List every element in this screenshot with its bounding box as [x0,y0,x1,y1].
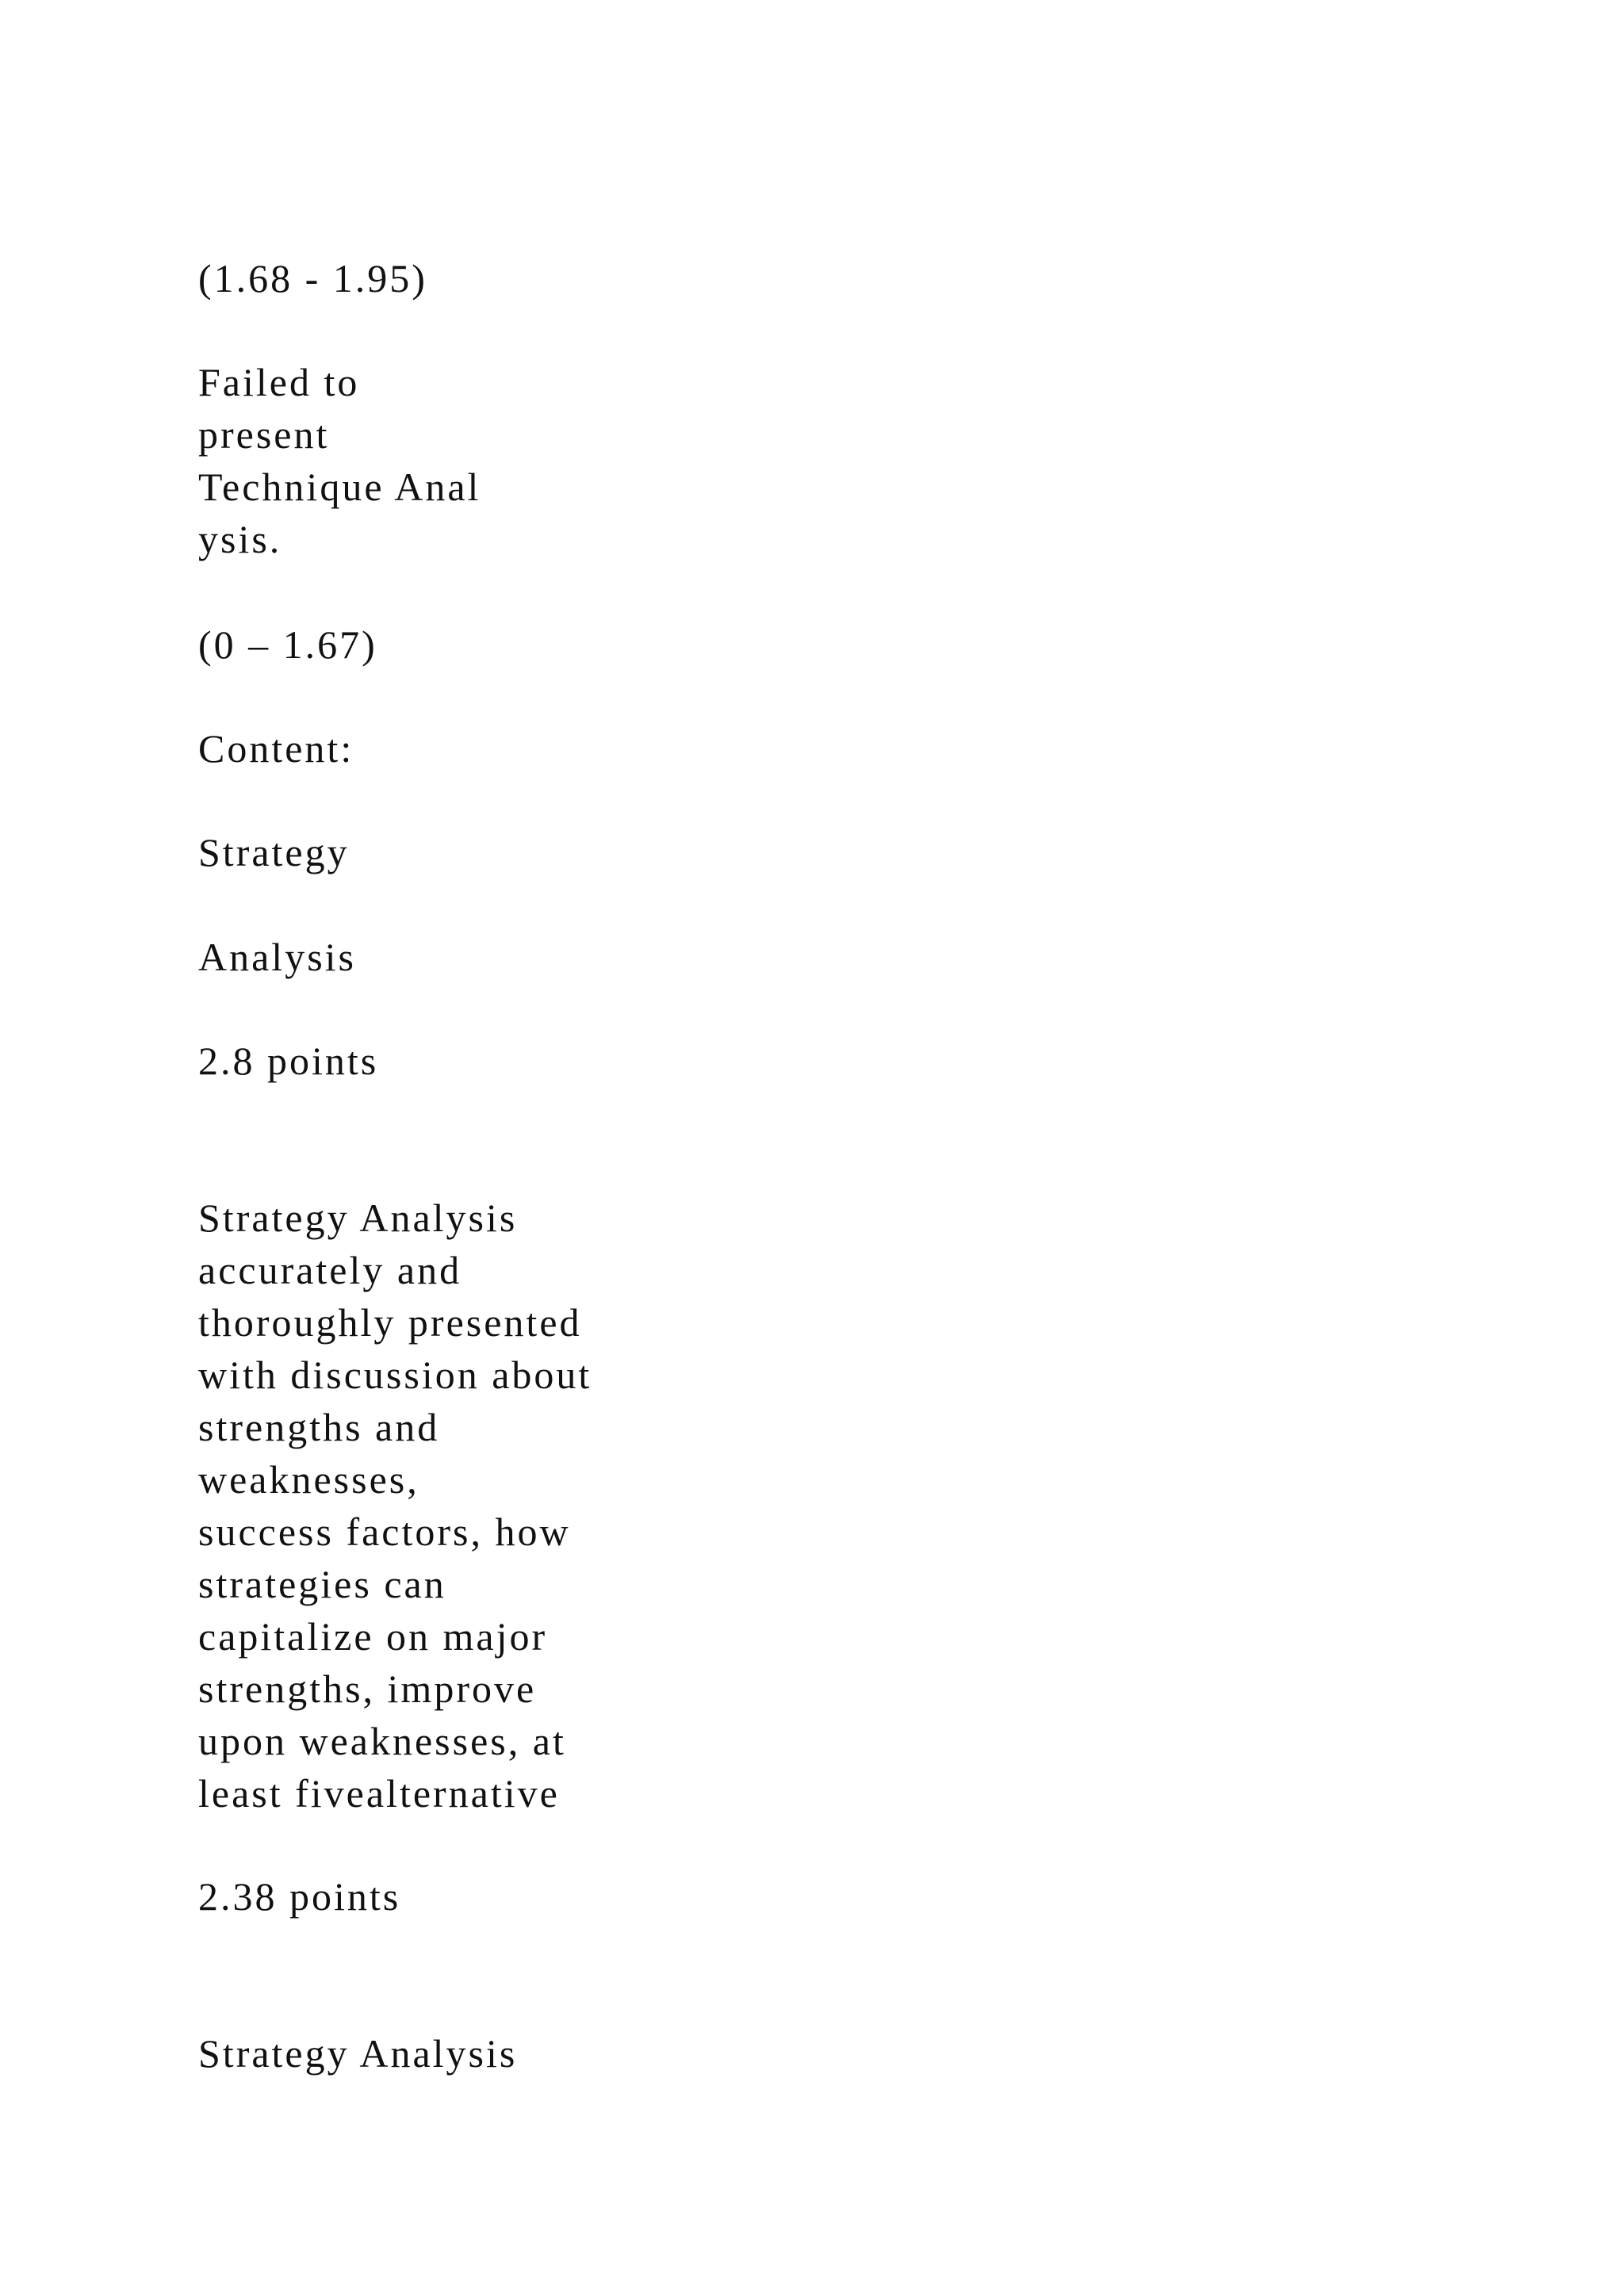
strategy-analysis-description: Strategy Analysis accurately and thoroughly presented with discussion about strengths and weaknesses, success factors, how strategies can capitalize on major strengths, improve upon weaknesses, at least fivealternative [198,1196,592,1816]
criterion-title-line-2: Analysis [198,935,356,979]
strategy-analysis-description-2: Strategy Analysis [198,2031,518,2076]
content-label: Content: [198,726,354,771]
points-value-2: 2.38 points [198,1874,401,1919]
score-range-2: (0 – 1.67) [198,622,377,667]
failed-technique-analysis-text: Failed to present Technique Anal ysis. [198,360,481,561]
points-value-1: 2.8 points [198,1039,379,1083]
criterion-title-line-1: Strategy [198,830,350,874]
score-range-1: (1.68 - 1.95) [198,256,427,300]
